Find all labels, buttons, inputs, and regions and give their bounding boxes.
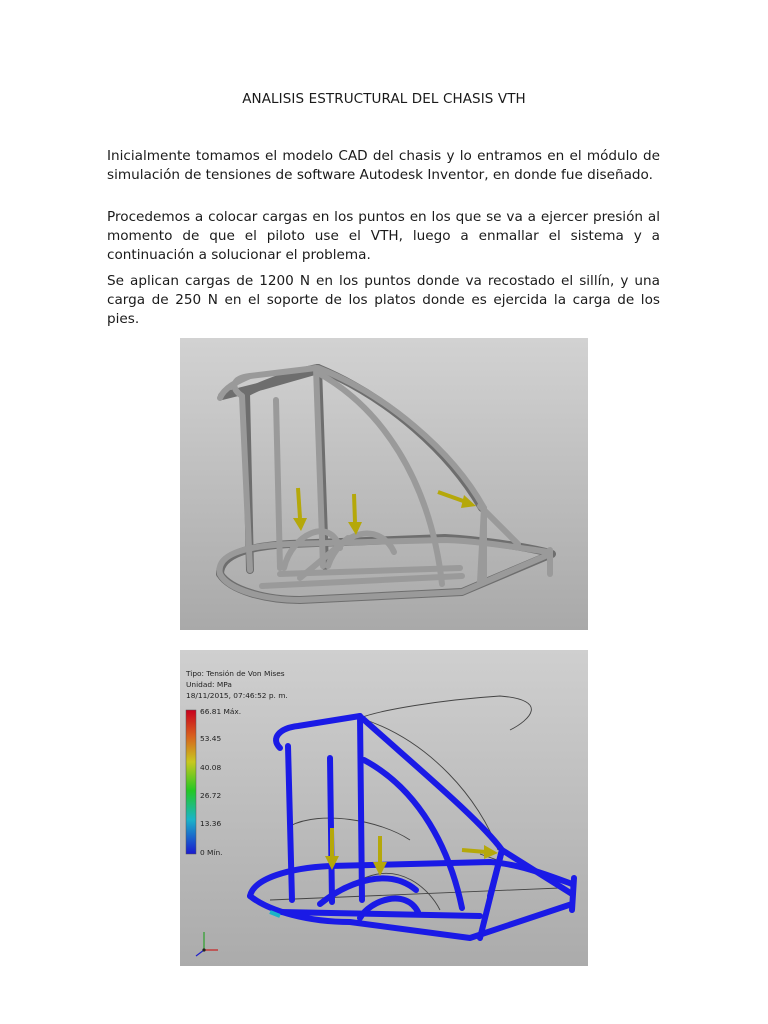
legend-color-bar — [186, 710, 196, 854]
result-type-label: Tipo: Tensión de Von Mises — [186, 669, 285, 678]
legend-tick: 53.45 — [200, 734, 222, 743]
legend-min-label: 0 Mín. — [200, 848, 223, 857]
legend-tick: 13.36 — [200, 819, 222, 828]
paragraph-load-values: Se aplican cargas de 1200 N en los puntos donde va recostado el sillín, y una carga de 250 N en el soporte de los platos donde es ejercida la carga de los pies. — [107, 273, 660, 327]
paragraph-intro: Inicialmente tomamos el modelo CAD del chasis y lo entramos en el módulo de simulación de tensiones de software Autodesk Inventor, en donde fue diseñado. — [107, 148, 660, 183]
cad-chassis-drawing — [180, 338, 588, 630]
result-unit-label: Unidad: MPa — [186, 680, 232, 689]
stress-result-drawing — [180, 650, 588, 966]
legend-tick: 40.08 — [200, 763, 222, 772]
stress-result-figure — [180, 650, 588, 966]
legend-max-label: 66.81 Máx. — [200, 707, 242, 716]
cad-chassis-figure — [180, 338, 588, 630]
document-title: ANALISIS ESTRUCTURAL DEL CHASIS VTH — [242, 91, 526, 107]
result-date-label: 18/11/2015, 07:46:52 p. m. — [186, 691, 288, 700]
paragraph-loads: Procedemos a colocar cargas en los puntos en los que se va a ejercer presión al momento de que el piloto use el VTH, luego a enmallar el sistema y a continuación a solucionar el problema. — [107, 209, 660, 263]
legend-tick: 26.72 — [200, 791, 222, 800]
